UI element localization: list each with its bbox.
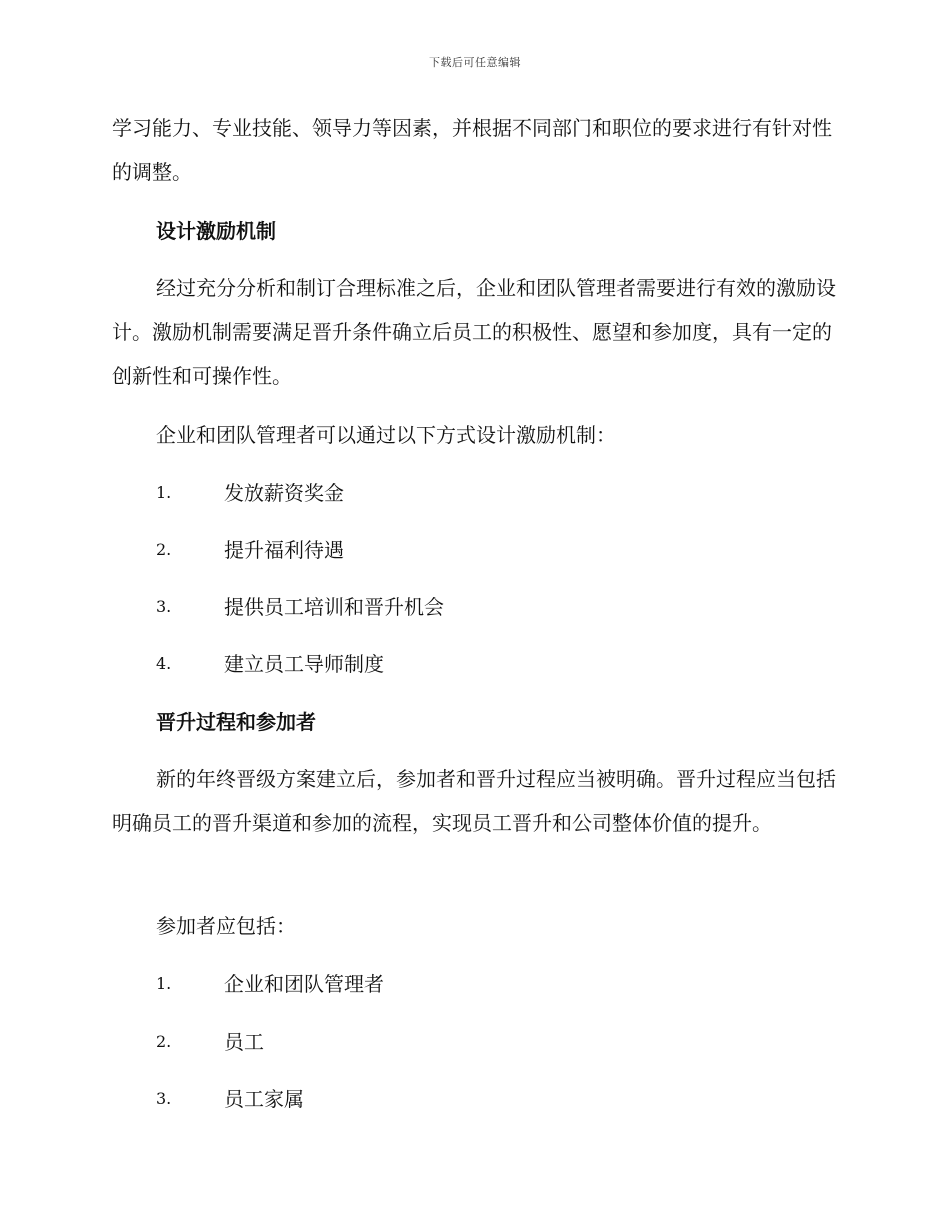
section-heading-incentive: 设计激励机制 [156, 219, 276, 243]
section-heading-promotion: 晋升过程和参加者 [156, 710, 316, 734]
list-number: 2. [156, 1032, 172, 1051]
paragraph-4: 新的年终晋级方案建立后，参加者和晋升过程应当被明确。晋升过程应当包括明确员工的晋升渠道和参加的流程，实现员工晋升和公司整体价值的提升。 [112, 767, 836, 835]
list-text: 员工 [224, 1030, 264, 1054]
list-number: 4. [156, 654, 172, 673]
list-text: 提升福利待遇 [224, 538, 344, 562]
list-text: 建立员工导师制度 [224, 652, 384, 676]
paragraph-1: 学习能力、专业技能、领导力等因素，并根据不同部门和职位的要求进行有针对性的调整。 [112, 116, 832, 184]
list-number: 2. [156, 540, 172, 559]
list-text: 发放薪资奖金 [224, 481, 344, 505]
list-text: 企业和团队管理者 [224, 972, 384, 996]
paragraph-5: 参加者应包括： [156, 914, 296, 938]
paragraph-2: 经过充分分析和制订合理标准之后，企业和团队管理者需要进行有效的激励设计。激励机制需要满足晋升条件确立后员工的积极性、愿望和参加度，具有一定的创新性和可操作性。 [112, 276, 836, 388]
list-number: 1. [156, 483, 172, 502]
paragraph-3: 企业和团队管理者可以通过以下方式设计激励机制： [156, 423, 616, 447]
list-number: 1. [156, 974, 172, 993]
list-text: 提供员工培训和晋升机会 [224, 595, 444, 619]
list-number: 3. [156, 1089, 172, 1108]
list-number: 3. [156, 597, 172, 616]
list-text: 员工家属 [224, 1087, 304, 1111]
page-header: 下载后可任意编辑 [429, 56, 521, 69]
